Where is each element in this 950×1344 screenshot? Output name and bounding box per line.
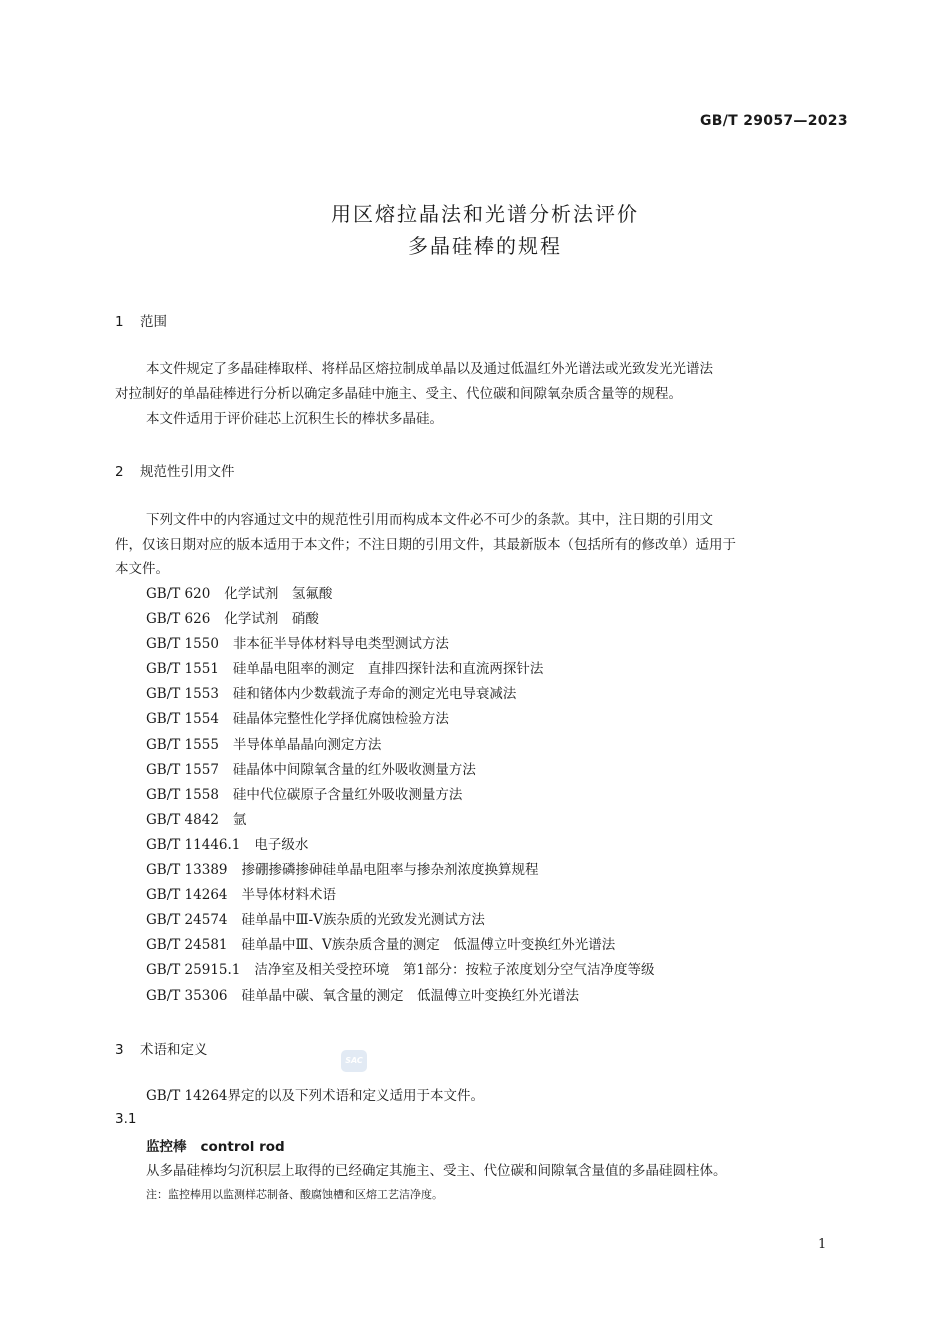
term-chinese: 监控棒 <box>146 1139 187 1155</box>
document-title-line-2: 多晶硅棒的规程 <box>408 234 562 258</box>
section-2-paragraph-line-1: 下列文件中的内容通过文中的规范性引用而构成本文件必不可少的条款。其中，注日期的引用文 <box>146 512 713 528</box>
term-number: 3.1 <box>115 1111 137 1127</box>
section-2-heading <box>115 460 235 480</box>
section-number: 1 <box>115 314 124 330</box>
reference-item <box>146 933 654 958</box>
reference-title: 半导体单晶晶向测定方法 <box>232 736 382 753</box>
reference-title: 非本征半导体材料导电类型测试方法 <box>232 636 449 653</box>
reference-item <box>146 984 654 1009</box>
reference-item <box>146 607 654 632</box>
reference-code: GB/T 626 <box>146 611 211 628</box>
reference-title: 氩 <box>232 811 247 828</box>
reference-item <box>146 808 654 833</box>
section-2-paragraph-line-3: 本文件。 <box>115 561 169 577</box>
reference-code: GB/T 24581 <box>146 937 228 954</box>
sac-watermark-logo: SAC <box>341 1050 367 1072</box>
reference-code: GB/T 4842 <box>146 811 219 828</box>
reference-item <box>146 707 654 732</box>
section-1-heading <box>115 310 167 330</box>
normative-reference-list <box>146 582 654 1009</box>
section-1-paragraph-1-line-2: 对拉制好的单晶硅棒进行分析以确定多晶硅中施主、受主、代位碳和间隙氧杂质含量等的规程。 <box>115 386 682 402</box>
reference-code: GB/T 620 <box>146 586 211 602</box>
term-definition: 从多晶硅棒均匀沉积层上取得的已经确定其施主、受主、代位碳和间隙氧含量值的多晶硅圆柱体。 <box>146 1163 727 1179</box>
reference-item <box>146 858 654 883</box>
reference-code: GB/T 1553 <box>146 686 219 703</box>
reference-item <box>146 632 654 657</box>
reference-code: GB/T 35306 <box>146 987 228 1004</box>
reference-title: 硅和锗体内少数载流子寿命的测定光电导衰减法 <box>232 686 517 703</box>
reference-code: GB/T 1558 <box>146 786 219 803</box>
reference-code: GB/T 11446.1 <box>146 836 241 853</box>
section-1-paragraph-1-line-1: 本文件规定了多晶硅棒取样、将样品区熔拉制成单晶以及通过低温红外光谱法或光致发光光谱法 <box>146 361 713 377</box>
section-3-paragraph: GB/T 14264界定的以及下列术语和定义适用于本文件。 <box>146 1088 484 1104</box>
reference-item <box>146 758 654 783</box>
reference-code: GB/T 1557 <box>146 761 219 778</box>
standard-code: GB/T 29057—2023 <box>700 113 848 129</box>
section-3-heading <box>115 1038 208 1058</box>
reference-title: 硅单晶中Ⅲ、Ⅴ族杂质含量的测定 低温傅立叶变换红外光谱法 <box>241 937 616 954</box>
page-number: 1 <box>818 1237 827 1252</box>
section-title: 范围 <box>140 314 167 330</box>
reference-title: 硅单晶中碳、氧含量的测定 低温傅立叶变换红外光谱法 <box>241 987 579 1004</box>
section-1-paragraph-2: 本文件适用于评价硅芯上沉积生长的棒状多晶硅。 <box>146 411 443 427</box>
reference-code: GB/T 1554 <box>146 711 219 728</box>
reference-code: GB/T 1550 <box>146 636 219 653</box>
reference-code: GB/T 1551 <box>146 661 219 678</box>
section-title: 术语和定义 <box>140 1042 208 1058</box>
reference-title: 化学试剂 硝酸 <box>224 611 319 628</box>
reference-item <box>146 883 654 908</box>
reference-item <box>146 682 654 707</box>
reference-title: 电子级水 <box>254 836 309 853</box>
reference-item <box>146 958 654 983</box>
document-title-line-1: 用区熔拉晶法和光谱分析法评价 <box>331 202 639 226</box>
reference-item <box>146 908 654 933</box>
section-number: 2 <box>115 464 124 480</box>
section-title: 规范性引用文件 <box>140 464 235 480</box>
reference-title: 硅单晶中Ⅲ-Ⅴ族杂质的光致发光测试方法 <box>241 912 485 929</box>
reference-title: 化学试剂 氢氟酸 <box>224 586 333 602</box>
reference-title: 硅晶体中间隙氧含量的红外吸收测量方法 <box>232 761 476 778</box>
reference-title: 洁净室及相关受控环境 第1部分：按粒子浓度划分空气洁净度等级 <box>254 962 655 979</box>
reference-item <box>146 783 654 808</box>
reference-title: 硅中代位碳原子含量红外吸收测量方法 <box>232 786 463 803</box>
reference-code: GB/T 1555 <box>146 736 219 753</box>
reference-code: GB/T 14264 <box>146 887 228 904</box>
reference-code: GB/T 13389 <box>146 862 228 879</box>
section-2-paragraph-line-2: 件，仅该日期对应的版本适用于本文件；不注日期的引用文件，其最新版本（包括所有的修改单）适用于 <box>115 537 736 553</box>
term-entry <box>146 1135 285 1155</box>
reference-item <box>146 833 654 858</box>
reference-code: GB/T 25915.1 <box>146 962 241 979</box>
reference-item <box>146 582 654 607</box>
term-english: control rod <box>200 1139 285 1155</box>
reference-title: 硅晶体完整性化学择优腐蚀检验方法 <box>232 711 449 728</box>
reference-title: 掺硼掺磷掺砷硅单晶电阻率与掺杂剂浓度换算规程 <box>241 862 539 879</box>
term-note: 注：监控棒用以监测样芯制备、酸腐蚀槽和区熔工艺洁净度。 <box>146 1188 443 1201</box>
reference-title: 硅单晶电阻率的测定 直排四探针法和直流两探针法 <box>232 661 544 678</box>
reference-item <box>146 657 654 682</box>
section-number: 3 <box>115 1042 124 1058</box>
reference-title: 半导体材料术语 <box>241 887 336 904</box>
reference-code: GB/T 24574 <box>146 912 228 929</box>
reference-item <box>146 733 654 758</box>
